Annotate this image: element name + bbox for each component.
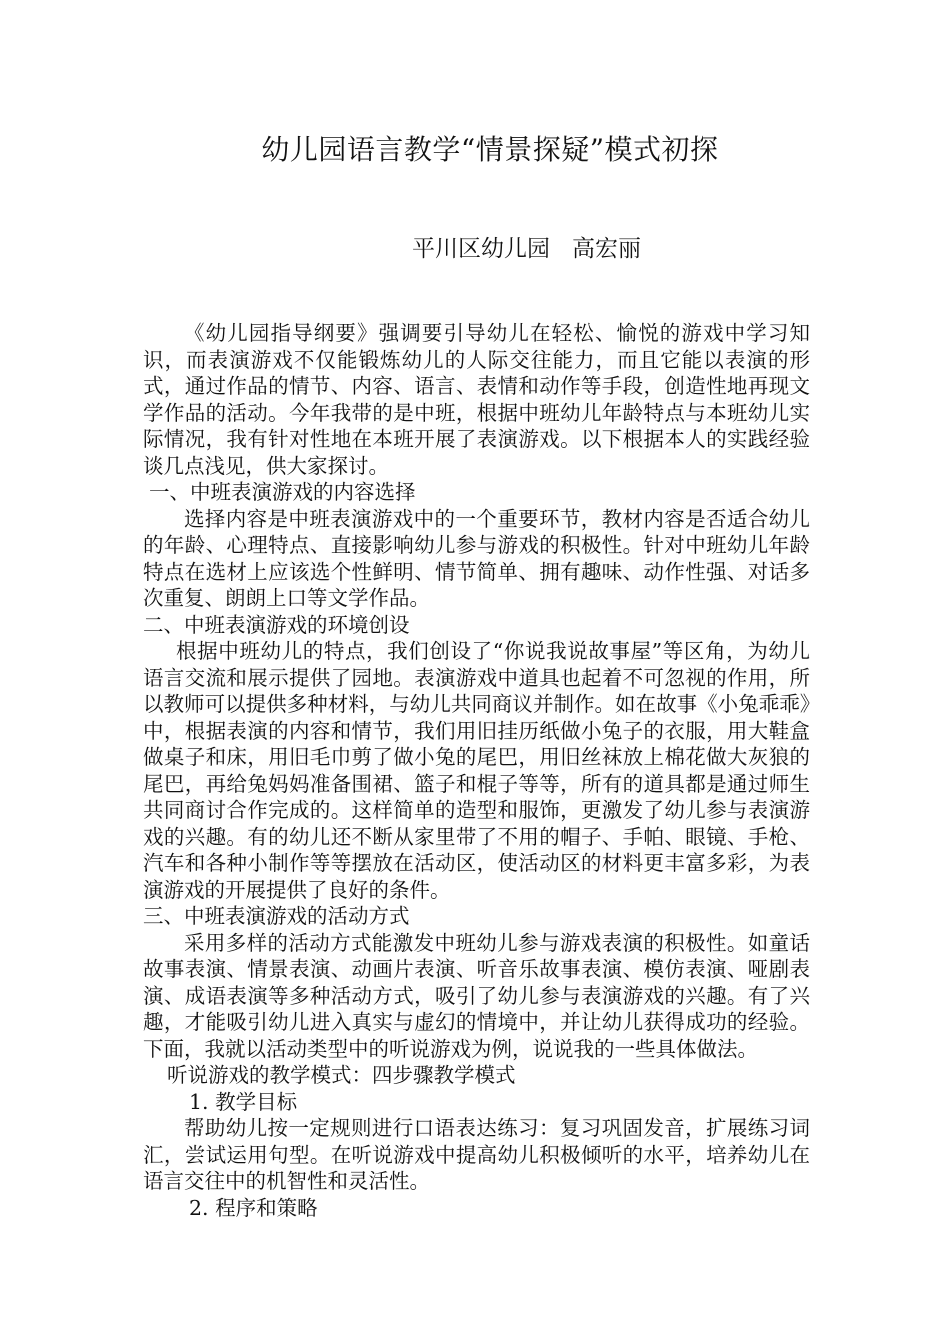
document-body [143, 320, 810, 1221]
section-heading-3: 三、中班表演游戏的活动方式 [143, 904, 410, 928]
section-heading-1: 一、中班表演游戏的内容选择 [149, 480, 416, 504]
section-heading-2: 二、中班表演游戏的环境创设 [143, 612, 410, 637]
teaching-goal-paragraph: 帮助幼儿按一定规则进行口语表达练习：复习巩固发音，扩展练习词汇，尝试运用句型。在听说游戏中提高幼儿积极倾听的水平，培养幼儿在语言交往中的机智性和灵活性。 [143, 1116, 810, 1193]
procedure-heading: 2. 程序和策略 [189, 1195, 318, 1220]
section-1-paragraph: 选择内容是中班表演游戏中的一个重要环节，教材内容是否适合幼儿的年龄、心理特点、直接影响幼儿参与游戏的积极性。针对中班幼儿年龄特点在选材上应该选个性鲜明、情节简单、拥有趣味、动作性强、对话多次重复、朗朗上口等文学作品。 [143, 506, 810, 610]
intro-paragraph: 《幼儿园指导纲要》强调要引导幼儿在轻松、愉悦的游戏中学习知识，而表演游戏不仅能锻炼幼儿的人际交往能力，而且它能以表演的形式，通过作品的情节、内容、语言、表情和动作等手段，创造性地再现文学作品的活动。今年我带的是中班，根据中班幼儿年龄特点与本班幼儿实际情况，我有针对性地在本班开展了表演游戏。以下根据本人的实践经验谈几点浅见，供大家探讨。 [143, 321, 810, 478]
section-3-paragraph: 采用多样的活动方式能激发中班幼儿参与游戏表演的积极性。如童话故事表演、情景表演、动画片表演、听音乐故事表演、模仿表演、哑剧表演、成语表演等多种活动方式，吸引了幼儿参与表演游戏的兴趣。有了兴趣，才能吸引幼儿进入真实与虚幻的情境中，并让幼儿获得成功的经验。下面，我就以活动类型中的听说游戏为例，说说我的一些具体做法。 [143, 930, 810, 1061]
teaching-goal-heading: 1. 教学目标 [189, 1089, 298, 1114]
author-organization: 平川区幼儿园 [412, 236, 550, 262]
section-2-paragraph: 根据中班幼儿的特点，我们创设了“你说我说故事屋”等区角，为幼儿语言交流和展示提供了园地。表演游戏中道具也起着不可忽视的作用，所以教师可以提供多种材料，与幼儿共同商议并制作。如在故事《小兔乖乖》中，根据表演的内容和情节，我们用旧挂历纸做小兔子的衣服，用大鞋盒做桌子和床，用旧毛巾剪了做小兔的尾巴，用旧丝袜放上棉花做大灰狼的尾巴，再给兔妈妈准备围裙、篮子和棍子等等，所有的道具都是通过师生共同商讨合作完成的。这样简单的造型和服饰，更激发了幼儿参与表演游戏的兴趣。有的幼儿还不断从家里带了不用的帽子、手帕、眼镜、手枪、汽车和各种小制作等等摆放在活动区，使活动区的材料更丰富多彩，为表演游戏的开展提供了良好的条件。 [143, 639, 810, 902]
author-name: 高宏丽 [572, 236, 641, 262]
author-line [412, 233, 641, 265]
teaching-mode-line: 听说游戏的教学模式：四步骤教学模式 [167, 1063, 516, 1087]
document-title: 幼儿园语言教学“情景探疑”模式初探 [261, 133, 719, 166]
